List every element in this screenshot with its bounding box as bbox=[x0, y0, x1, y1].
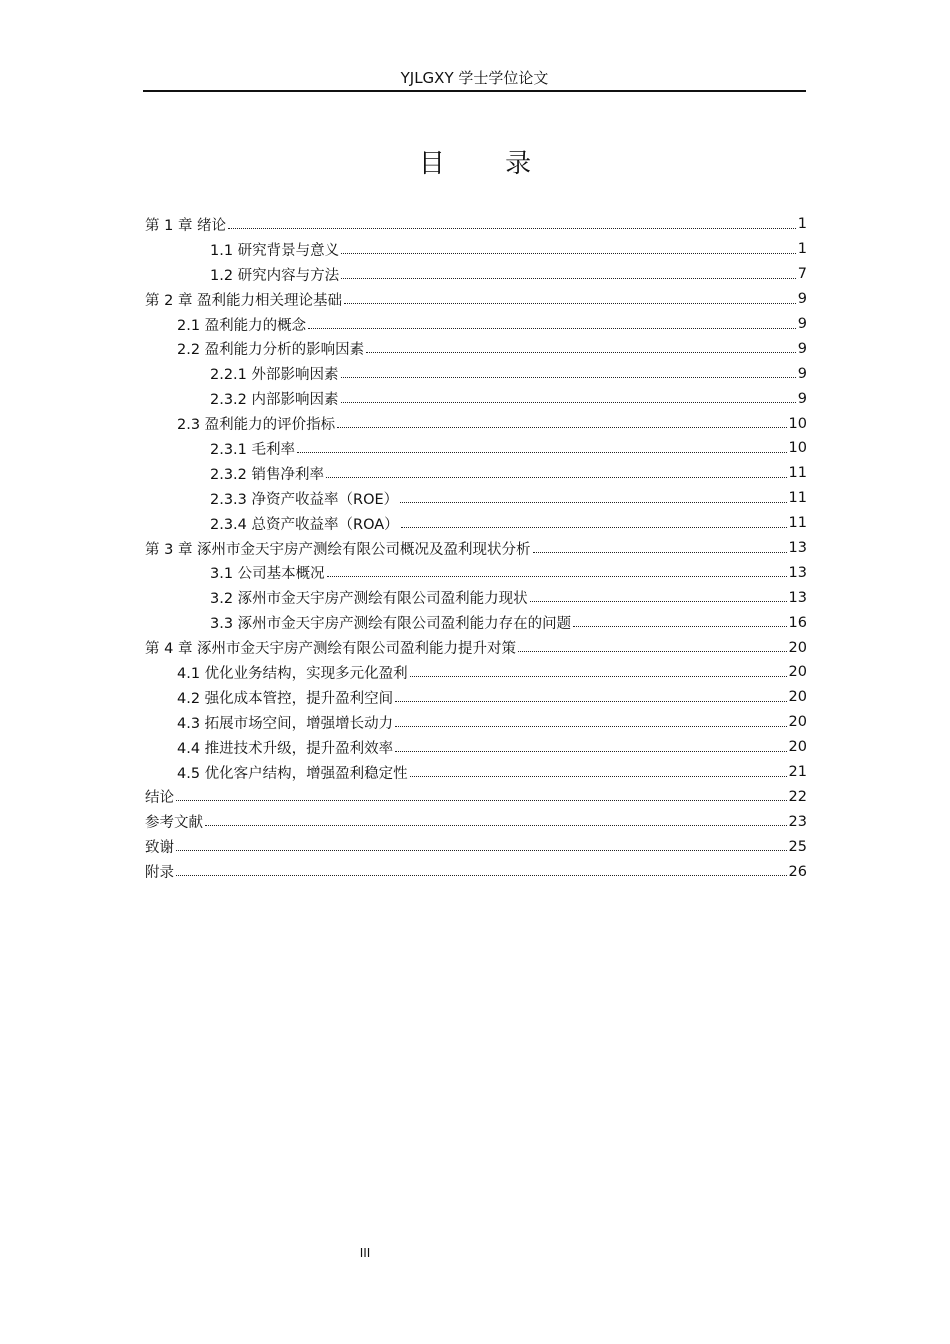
toc-entry-page: 13 bbox=[788, 589, 807, 606]
toc-entry-page: 9 bbox=[797, 340, 807, 357]
toc-entry[interactable] bbox=[145, 486, 807, 511]
toc-dot-leader bbox=[341, 278, 796, 279]
toc-entry-page: 1 bbox=[797, 241, 807, 258]
toc-title: 目 录 bbox=[418, 149, 558, 179]
table-of-contents bbox=[145, 212, 807, 884]
toc-entry[interactable] bbox=[145, 784, 807, 809]
toc-entry-title: 4.1 优化业务结构，实现多元化盈利 bbox=[177, 665, 408, 682]
toc-entry-title: 2.3.3 净资产收益率（ROE） bbox=[210, 491, 399, 508]
toc-entry-page: 21 bbox=[788, 764, 807, 781]
toc-entry-title: 第 2 章 盈利能力相关理论基础 bbox=[145, 292, 343, 309]
toc-entry-page: 20 bbox=[788, 664, 807, 681]
toc-entry-page: 22 bbox=[788, 788, 807, 805]
toc-entry-page: 23 bbox=[788, 813, 807, 830]
toc-dot-leader bbox=[395, 751, 786, 752]
toc-entry[interactable] bbox=[145, 710, 807, 735]
toc-entry-page: 11 bbox=[788, 515, 807, 532]
toc-entry-title: 4.4 推进技术升级，提升盈利效率 bbox=[177, 740, 394, 757]
toc-entry[interactable] bbox=[145, 287, 807, 312]
toc-dot-leader bbox=[228, 228, 796, 229]
toc-entry[interactable] bbox=[145, 809, 807, 834]
toc-dot-leader bbox=[341, 253, 796, 254]
toc-entry-page: 20 bbox=[788, 739, 807, 756]
running-header: YJLGXY 学士学位论文 bbox=[400, 69, 549, 87]
toc-entry[interactable] bbox=[145, 511, 807, 536]
toc-entry-title: 2.2 盈利能力分析的影响因素 bbox=[177, 342, 365, 359]
toc-entry[interactable] bbox=[145, 685, 807, 710]
toc-entry-title: 3.3 涿州市金天宇房产测绘有限公司盈利能力存在的问题 bbox=[210, 616, 572, 633]
toc-dot-leader bbox=[341, 377, 796, 378]
toc-dot-leader bbox=[401, 527, 787, 528]
toc-entry[interactable] bbox=[145, 660, 807, 685]
toc-entry-page: 11 bbox=[788, 465, 807, 482]
toc-entry-title: 2.1 盈利能力的概念 bbox=[177, 317, 307, 334]
toc-entry-page: 9 bbox=[797, 390, 807, 407]
toc-dot-leader bbox=[400, 502, 786, 503]
toc-dot-leader bbox=[366, 352, 796, 353]
toc-entry[interactable] bbox=[145, 760, 807, 785]
toc-entry[interactable] bbox=[145, 361, 807, 386]
toc-entry-title: 致谢 bbox=[145, 840, 174, 857]
toc-dot-leader bbox=[395, 726, 786, 727]
toc-entry[interactable] bbox=[145, 560, 807, 585]
toc-entry[interactable] bbox=[145, 411, 807, 436]
toc-entry-page: 9 bbox=[797, 291, 807, 308]
toc-dot-leader bbox=[518, 651, 786, 652]
toc-entry[interactable] bbox=[145, 237, 807, 262]
toc-dot-leader bbox=[308, 328, 796, 329]
toc-entry-page: 13 bbox=[788, 564, 807, 581]
toc-entry-title: 4.3 拓展市场空间，增强增长动力 bbox=[177, 715, 394, 732]
toc-entry-page: 16 bbox=[788, 614, 807, 631]
toc-entry-title: 附录 bbox=[145, 865, 174, 882]
toc-entry-title: 1.2 研究内容与方法 bbox=[210, 267, 340, 284]
toc-entry-page: 9 bbox=[797, 365, 807, 382]
toc-entry-page: 25 bbox=[788, 838, 807, 855]
toc-dot-leader bbox=[297, 452, 787, 453]
toc-entry-title: 3.2 涿州市金天宇房产测绘有限公司盈利能力现状 bbox=[210, 591, 528, 608]
toc-entry-page: 20 bbox=[788, 639, 807, 656]
toc-entry-page: 13 bbox=[788, 540, 807, 557]
toc-entry-title: 第 3 章 涿州市金天宇房产测绘有限公司概况及盈利现状分析 bbox=[145, 541, 531, 558]
toc-entry[interactable] bbox=[145, 312, 807, 337]
toc-entry[interactable] bbox=[145, 735, 807, 760]
toc-entry-title: 2.3.2 内部影响因素 bbox=[210, 392, 339, 409]
toc-dot-leader bbox=[410, 676, 787, 677]
toc-dot-leader bbox=[176, 800, 787, 801]
header-rule bbox=[143, 90, 806, 92]
toc-entry-page: 10 bbox=[788, 415, 807, 432]
toc-entry-title: 2.3 盈利能力的评价指标 bbox=[177, 417, 336, 434]
toc-entry-title: 结论 bbox=[145, 790, 174, 807]
toc-dot-leader bbox=[410, 776, 787, 777]
toc-entry[interactable] bbox=[145, 635, 807, 660]
toc-dot-leader bbox=[395, 701, 786, 702]
toc-dot-leader bbox=[573, 626, 786, 627]
toc-entry-page: 7 bbox=[797, 266, 807, 283]
toc-dot-leader bbox=[344, 303, 796, 304]
page-number: III bbox=[359, 1246, 371, 1260]
toc-entry[interactable] bbox=[145, 834, 807, 859]
toc-entry-page: 26 bbox=[788, 863, 807, 880]
toc-entry-title: 4.5 优化客户结构，增强盈利稳定性 bbox=[177, 765, 408, 782]
toc-entry-page: 20 bbox=[788, 689, 807, 706]
toc-entry[interactable] bbox=[145, 610, 807, 635]
toc-entry-title: 4.2 强化成本管控，提升盈利空间 bbox=[177, 690, 394, 707]
toc-entry-title: 2.3.1 毛利率 bbox=[210, 441, 296, 458]
toc-dot-leader bbox=[326, 477, 787, 478]
toc-dot-leader bbox=[337, 427, 786, 428]
toc-entry[interactable] bbox=[145, 536, 807, 561]
toc-entry-title: 参考文献 bbox=[145, 815, 203, 832]
toc-entry-title: 1.1 研究背景与意义 bbox=[210, 242, 340, 259]
toc-entry[interactable] bbox=[145, 212, 807, 237]
toc-entry[interactable] bbox=[145, 859, 807, 884]
toc-entry-title: 2.3.2 销售净利率 bbox=[210, 466, 325, 483]
toc-entry-page: 1 bbox=[797, 216, 807, 233]
toc-entry[interactable] bbox=[145, 585, 807, 610]
toc-entry-title: 2.2.1 外部影响因素 bbox=[210, 367, 339, 384]
toc-entry-page: 11 bbox=[788, 490, 807, 507]
toc-entry[interactable] bbox=[145, 436, 807, 461]
toc-dot-leader bbox=[176, 850, 787, 851]
toc-dot-leader bbox=[176, 875, 787, 876]
toc-entry[interactable] bbox=[145, 336, 807, 361]
toc-entry-page: 9 bbox=[797, 316, 807, 332]
toc-entry-title: 3.1 公司基本概况 bbox=[210, 566, 325, 583]
toc-entry-page: 10 bbox=[788, 440, 807, 457]
toc-dot-leader bbox=[327, 576, 787, 577]
toc-entry-page: 20 bbox=[788, 714, 807, 731]
toc-dot-leader bbox=[533, 552, 787, 553]
toc-dot-leader bbox=[530, 601, 787, 602]
toc-entry[interactable] bbox=[145, 461, 807, 486]
toc-dot-leader bbox=[205, 825, 787, 826]
toc-entry-title: 第 1 章 绪论 bbox=[145, 217, 227, 234]
toc-entry[interactable] bbox=[145, 262, 807, 287]
toc-entry-title: 2.3.4 总资产收益率（ROA） bbox=[210, 516, 399, 533]
toc-entry[interactable] bbox=[145, 386, 807, 411]
toc-entry-title: 第 4 章 涿州市金天宇房产测绘有限公司盈利能力提升对策 bbox=[145, 641, 517, 658]
toc-dot-leader bbox=[341, 402, 796, 403]
